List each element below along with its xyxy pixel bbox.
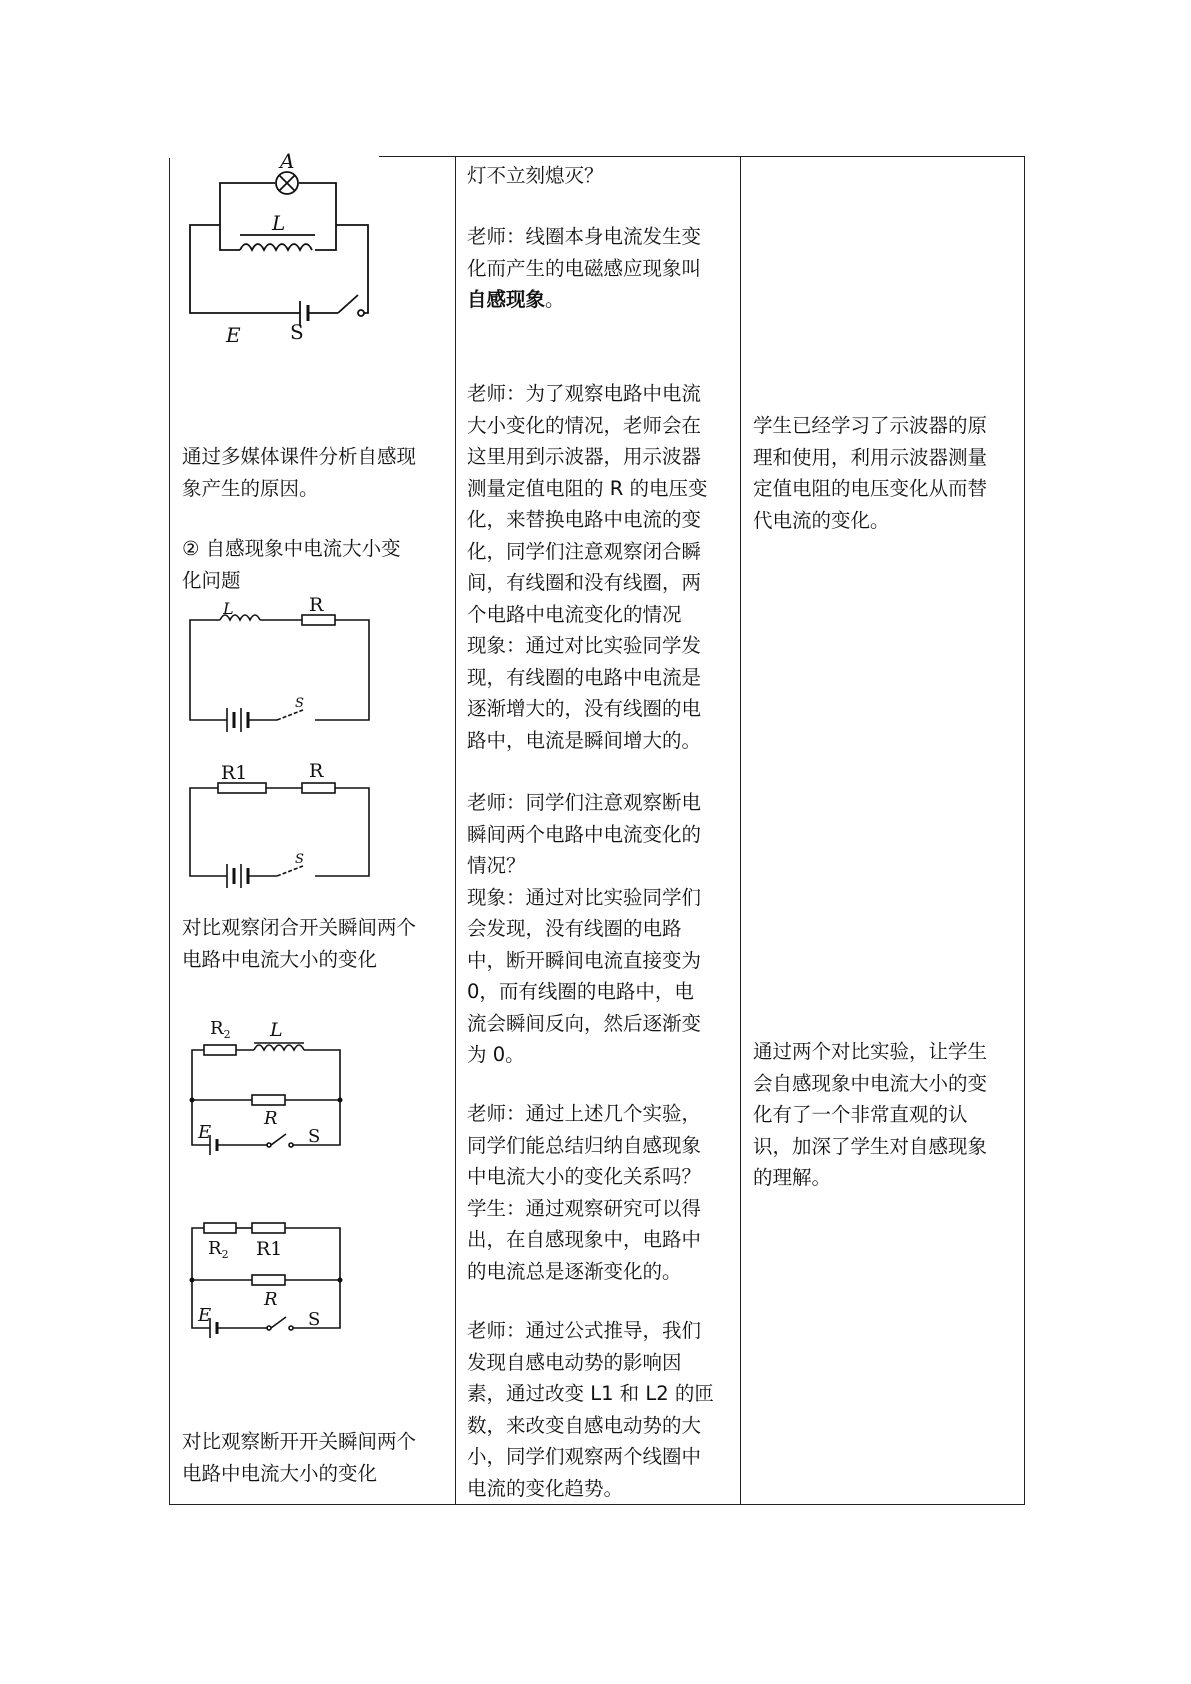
col1-text-multimedia	[182, 441, 416, 504]
text-line: 老师：同学们注意观察断电	[467, 791, 702, 814]
circuit-inductor-resistor	[185, 594, 385, 730]
col2-p6	[467, 1315, 714, 1504]
col3-p1	[753, 410, 987, 536]
text-line: 化有了一个非常直观的认	[753, 1103, 968, 1126]
circuit-r2-inductor-parallel	[190, 1010, 350, 1160]
text-line: 情况？	[467, 854, 526, 877]
text-line: 个电路中电流变化的情况	[467, 602, 682, 626]
text-line: 为 0。	[467, 1043, 525, 1066]
col1-heading-current-change	[182, 533, 401, 596]
text-line: 定值电阻的电压变化从而替	[753, 477, 988, 500]
text-line: 会发现，没有线圈的电路	[467, 917, 682, 940]
text-line: 数，来改变自感电动势的大	[467, 1413, 702, 1437]
text-line: 同学们能总结归纳自感现象	[467, 1133, 702, 1157]
text-line: 瞬间两个电路中电流变化的	[467, 822, 702, 846]
text-line: 象产生的原因。	[182, 476, 319, 500]
text-line: 通过多媒体课件分析自感现	[182, 445, 417, 468]
circuit-two-resistors	[185, 760, 385, 896]
text-line: 代电流的变化。	[753, 508, 890, 532]
resistor-label: R	[309, 760, 324, 782]
text-line: 现，有线圈的电路中电流是	[467, 665, 702, 689]
text-line: 路中，电流是瞬间增大的。	[467, 728, 702, 752]
text-line: 出，在自感现象中，电路中	[467, 1228, 702, 1251]
text-line: 现象：通过对比实验同学们	[467, 885, 702, 909]
text-line: 素，通过改变 L1 和 L2 的匝	[467, 1382, 714, 1405]
text-line: 理和使用，利用示波器测量	[753, 445, 988, 469]
text-line: 大小变化的情况，老师会在	[467, 413, 702, 437]
text-line: 逐渐增大的，没有线圈的电	[467, 697, 702, 720]
switch-label: S	[308, 1309, 321, 1330]
circuit-lamp-inductor	[180, 149, 380, 347]
text-line: 电流的变化趋势。	[467, 1476, 624, 1500]
text-line: 现象：通过对比实验同学发	[467, 634, 702, 657]
text-line: 的电流总是逐渐变化的。	[467, 1259, 682, 1283]
text-line: 这里用到示波器，用示波器	[467, 445, 702, 468]
lamp-label: A	[280, 149, 295, 173]
text-line: 通过两个对比实验，让学生	[753, 1040, 988, 1063]
col2-p1: 灯不立刻熄灭？	[467, 164, 604, 187]
battery-label: E	[198, 1122, 212, 1143]
text-line: 电路中电流大小的变化	[182, 947, 378, 971]
text-line: 化，同学们注意观察闭合瞬	[467, 539, 702, 563]
text-line: 对比观察闭合开关瞬间两个	[182, 916, 417, 939]
text-line: 老师：为了观察电路中电流	[467, 382, 702, 405]
text-line: 流会瞬间反向，然后逐渐变	[467, 1011, 702, 1035]
col2-p4	[467, 787, 701, 1071]
battery-label: E	[198, 1305, 212, 1326]
resistor1-label: R1	[221, 762, 248, 784]
text-line: 老师：通过上述几个实验，	[467, 1102, 702, 1125]
text-line: 的理解。	[753, 1166, 832, 1189]
col3-p2	[753, 1036, 987, 1194]
text-line: 测量定值电阻的 R 的电压变	[467, 476, 708, 500]
text-line: 发现自感电动势的影响因	[467, 1350, 682, 1374]
col2-p5	[467, 1098, 701, 1287]
resistor1-label: R1	[256, 1238, 283, 1260]
resistor-label: R	[264, 1289, 278, 1310]
resistor2-label: $R_2$	[210, 1018, 231, 1041]
resistor2-label: $R_2$	[208, 1238, 229, 1261]
punct: 。	[545, 288, 565, 311]
key-term: 自感现象	[467, 288, 546, 311]
text-line: 学生已经学习了示波器的原	[753, 414, 988, 437]
resistor-label: R	[309, 594, 324, 616]
text-line: 老师：通过公式推导，我们	[467, 1319, 702, 1342]
col1-text-close-switch	[182, 912, 416, 975]
switch-label: S	[290, 320, 304, 344]
text-line: 间，有线圈和没有线圈，两	[467, 571, 702, 594]
text-line: 化而产生的电磁感应现象叫	[467, 256, 702, 280]
text-line: 学生：通过观察研究可以得	[467, 1196, 702, 1220]
text-line	[467, 284, 701, 316]
column-divider	[740, 156, 741, 1505]
col1-text-open-switch	[182, 1426, 416, 1489]
text-line: 会自感现象中电流大小的变	[753, 1071, 988, 1095]
inductor-label: L	[223, 599, 234, 618]
switch-label: S	[295, 696, 304, 711]
text-line: 化问题	[182, 568, 241, 592]
text-line: ② 自感现象中电流大小变	[182, 537, 401, 560]
column-divider	[455, 156, 456, 1505]
text-line: 化，来替换电路中电流的变	[467, 508, 702, 531]
col2-p2	[467, 221, 701, 316]
switch-label: S	[308, 1126, 321, 1147]
text-line: 电路中电流大小的变化	[182, 1461, 378, 1485]
resistor-label: R	[264, 1108, 278, 1129]
switch-label: S	[295, 852, 304, 867]
text-line: 中，断开瞬间电流直接变为	[467, 948, 702, 972]
col2-p3	[467, 378, 707, 756]
battery-label: E	[226, 323, 241, 347]
text-line: 0，而有线圈的电路中，电	[467, 980, 694, 1003]
inductor-label: L	[270, 1019, 283, 1041]
text-line: 小，同学们观察两个线圈中	[467, 1445, 702, 1468]
text-line: 识，加深了学生对自感现象	[753, 1134, 988, 1158]
circuit-r2-r1-parallel	[190, 1210, 350, 1360]
text-line: 老师：线圈本身电流发生变	[467, 225, 702, 248]
inductor-label: L	[272, 211, 286, 235]
text-line: 中电流大小的变化关系吗？	[467, 1165, 702, 1188]
text-line: 对比观察断开开关瞬间两个	[182, 1430, 417, 1453]
